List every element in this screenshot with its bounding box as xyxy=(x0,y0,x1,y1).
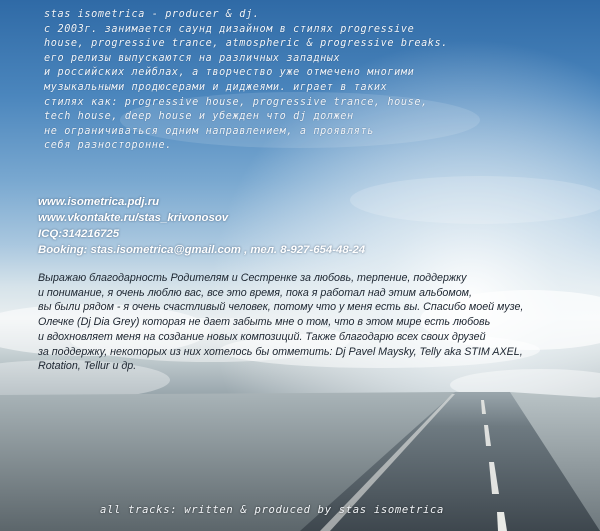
thanks-line: Rotation, Tellur и др. xyxy=(38,360,137,373)
bio-line: стилях как: progressive house, progressive trance, house, xyxy=(44,96,428,108)
thanks-line: Олечке (Dj Dia Grey) которая не дает забыть мне о том, что в этом мире есть любовь xyxy=(38,316,491,329)
vkontakte-link[interactable]: www.vkontakte.ru/stas_krivonosov xyxy=(38,212,229,224)
bio-line: не ограничиваться одним направлением, а проявлять xyxy=(44,125,374,137)
bio-line: stas isometrica - producer & dj. xyxy=(44,9,260,20)
thanks-line: Выражаю благодарность Родителям и Сестренке за любовь, терпение, поддержку xyxy=(38,272,467,284)
booking-contact: Booking: stas.isometrica@gmail.com , тел. 8-927-654-48-24 xyxy=(38,244,366,256)
bio-line: с 2003г. занимается саунд дизайном в стилях progressive xyxy=(44,23,415,35)
bio-line: house, progressive trance, atmospheric & progressive breaks. xyxy=(44,38,449,50)
bio-line: tech house, deep house и убежден что dj должен xyxy=(44,111,354,123)
bio-line: музыкальными продюсерами и диджеями. играет в таких xyxy=(44,81,388,93)
thanks-text xyxy=(38,271,523,374)
icq-number: ICQ:314216725 xyxy=(38,228,120,240)
artist-bio xyxy=(44,8,584,154)
thanks-line: вы были рядом - я очень счастливый человек, потому что у меня есть вы. Спасибо моей музе, xyxy=(38,301,524,314)
thanks-line: за поддержку, некоторых из них хотелось бы отметить: Dj Pavel Maysky, Telly aka STIM AXEL, xyxy=(38,345,523,358)
bio-line: себя разносторонне. xyxy=(44,140,172,152)
thanks-line: и понимание, я очень люблю вас, все это время, пока я работал над этим альбомом, xyxy=(38,286,472,299)
thanks-line: и вдохновляет меня на создание новых композиций. Также благодарю всех своих друзей xyxy=(38,330,486,343)
website-link[interactable]: www.isometrica.pdj.ru xyxy=(38,196,160,208)
contacts-block xyxy=(38,194,365,258)
bio-line: и российских лейблах, а творчество уже отмечено многими xyxy=(44,67,415,79)
credits-footer: all tracks: written & produced by stas isometrica xyxy=(100,504,445,516)
bio-line: его релизы выпускаются на различных западных xyxy=(44,52,341,64)
